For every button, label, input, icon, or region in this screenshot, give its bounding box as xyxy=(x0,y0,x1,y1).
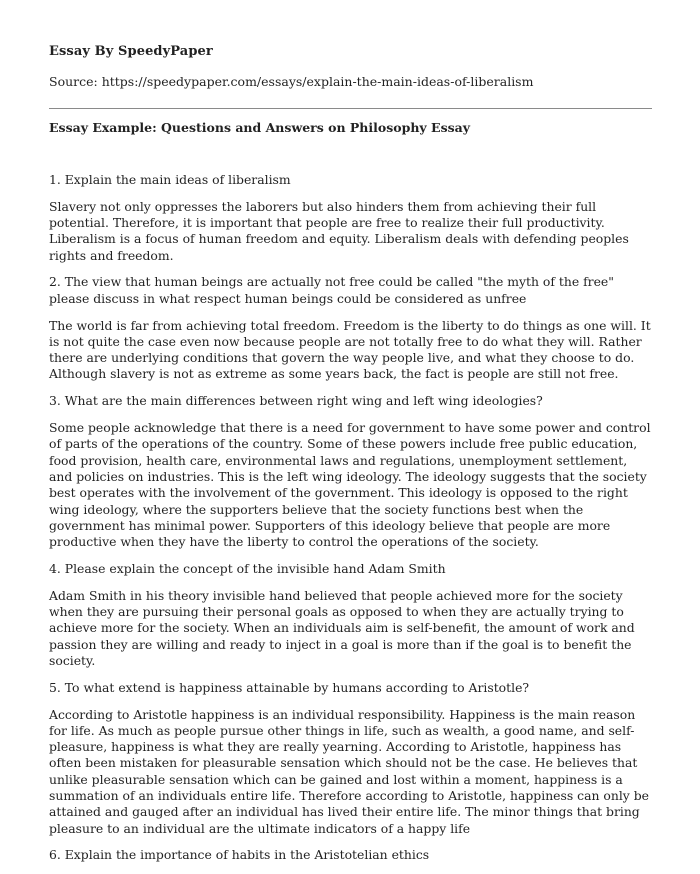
source-line: Source: https://speedypaper.com/essays/explain-the-main-ideas-of-liberalism xyxy=(49,74,534,89)
answer-2: The world is far from achieving total freedom. Freedom is the liberty to do things as one will. It is not quite the case even now because people are not totally free to do what they will. Rather there are underlying conditions that govern the way people live, and what they choose to do. Although slavery is not as extreme as some years back, the fact is people are still not free. xyxy=(49,317,651,382)
answer-5: According to Aristotle happiness is an individual responsibility. Happiness is the main reason for life. As much as people pursue other things in life, such as wealth, a good name, and self-pleasure, happiness is what they are really yearning. According to Aristotle, happiness has often been mistaken for pleasurable sensation which should not be the case. He believes that unlike pleasurable sensation which can be gained and lost within a moment, happiness is a summation of an individuals entire life. Therefore according to Aristotle, happiness can only be attained and gauged after an individual has lived their entire life. The minor things that bring pleasure to an individual are the ultimate indicators of a happy life xyxy=(49,706,650,836)
question-5: 5. To what extend is happiness attainable by humans according to Aristotle? xyxy=(49,679,530,695)
brand-title: Essay By SpeedyPaper xyxy=(49,44,213,59)
document-title: Essay Example: Questions and Answers on Philosophy Essay xyxy=(49,120,471,135)
document-body xyxy=(49,172,652,874)
question-4: 4. Please explain the concept of the invisible hand Adam Smith xyxy=(49,560,446,576)
question-2: 2. The view that human beings are actually not free could be called "the myth of the free" please discuss in what respect human beings could be considered as unfree xyxy=(49,274,614,306)
answer-1: Slavery not only oppresses the laborers but also hinders them from achieving their full potential. Therefore, it is important that people are free to realize their full productivity. Liberalism is a focus of human freedom and equity. Liberalism deals with defending peoples rights and freedom. xyxy=(49,198,629,263)
header-divider xyxy=(49,108,652,109)
question-3: 3. What are the main differences between right wing and left wing ideologies? xyxy=(49,393,543,409)
answer-3: Some people acknowledge that there is a need for government to have some power and control of parts of the operations of the country. Some of these powers include free public education, food provision, health care, environmental laws and regulations, unemployment settlement, and policies on industries. This is the left wing ideology. The ideology suggests that the society best operates with the involvement of the government. This ideology is opposed to the right wing ideology, where the supporters believe that the society functions best when the government has minimal power. Supporters of this ideology believe that people are more productive when they have the liberty to control the operations of the society. xyxy=(49,420,651,550)
question-1: 1. Explain the main ideas of liberalism xyxy=(49,172,291,187)
answer-4: Adam Smith in his theory invisible hand believed that people achieved more for the society when they are pursuing their personal goals as opposed to when they are actually trying to achieve more for the society. When an individuals aim is self-benefit, the amount of work and passion they are willing and ready to inject in a goal is more than if the goal is to benefit the society. xyxy=(49,587,635,668)
question-6: 6. Explain the importance of habits in the Aristotelian ethics xyxy=(49,847,430,863)
